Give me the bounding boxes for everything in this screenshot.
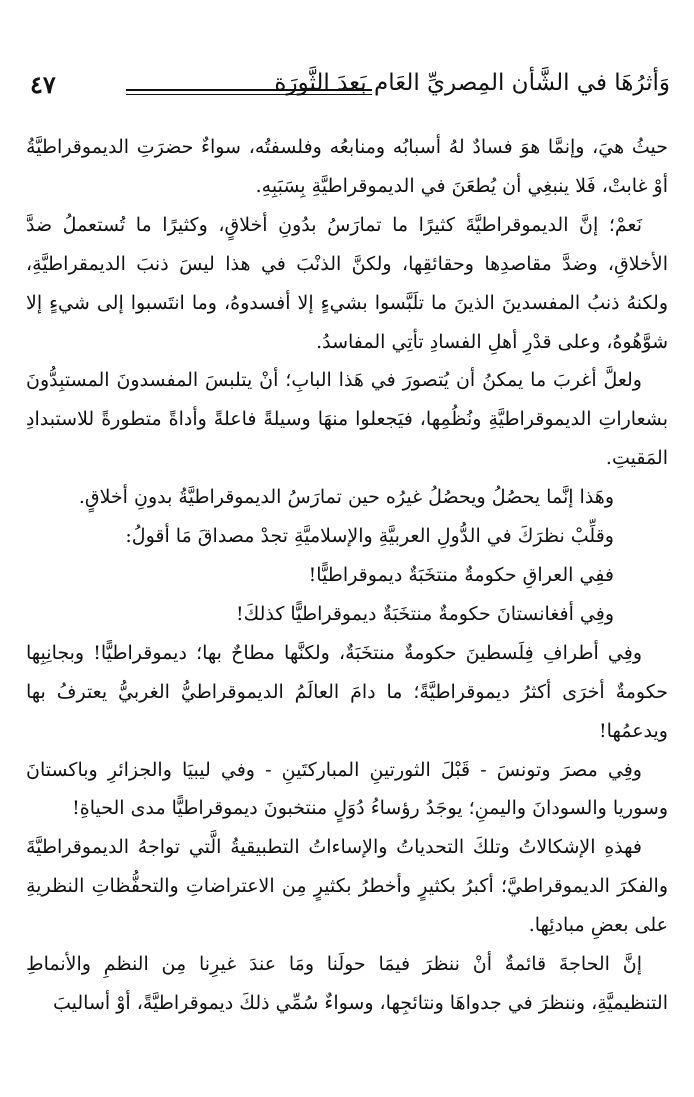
header-rule [126, 89, 372, 95]
paragraph: وفِي مصرَ وتونسَ - قَبْلَ الثورتينِ المباركتَينِ - وفي ليبيَا والجزائرِ وباكستانَ وسوريا والسودانَ واليمنِ؛ يوجَدُ رؤساءُ دُوَلٍ منتخبونَ ديموقراطيًّا مدى الحياةِ! [26, 758, 668, 820]
paragraph: ففِي العراقِ حكومةٌ منتخَبَةٌ ديموقراطيًّا! [308, 563, 614, 586]
paragraph: وهَذا إنَّما يحصُلُ ويحصُلُ غيرُه حين تمارَسُ الديموقراطيَّةُ بدونِ أخلاقٍ. [78, 486, 614, 509]
paragraph: نَعمْ؛ إنَّ الديموقراطيَّةَ كثيرًا ما تمارَسُ بدُونِ أخلاقٍ، وكثيرًا ما تُستعملُ ضدَّ الأخلاقِ، وضدَّ مقاصدِها وحقائقِها، ولكنَّ الذنْبَ في هذا ليسَ ذنبَ الديمقراطيَّةِ، ولكنهُ ذنبُ المفسدينَ الذينَ ما تلَبَّسوا بشيءٍ إلا أفسدوهُ، وما انتَسبوا إلى شيءٍ إلا شوَّهُوهُ، وعلى قدْرِ أهلِ الفسادِ تأتِي المفاسدُ. [26, 213, 668, 353]
paragraph: حيثُ هيَ، وإنمَّا هوَ فسادٌ لهُ أسبابُه ومنابعُه وفلسفتُه، سواءٌ حضرَتِ الديموقراطيَّةُ أوْ غابتْ، فَلا ينبغِي أن يُطعَنَ في الديموقراطيَّةِ بِسَبَبِهِ. [26, 136, 668, 197]
page-body [26, 128, 668, 1023]
paragraph: ولعلَّ أغربَ ما يمكنُ أن يُتصورَ في هَذا البابِ؛ أنْ يتلبسَ المفسدونَ المستبِدُّونَ بشعاراتِ الديموقراطيَّةِ ونُظُمِها، فيَجعلوا منهَا وسيلةً فاعلةً وأداةً متطورةً للاستبدادِ المَقيتِ. [26, 369, 668, 470]
page-header [26, 70, 670, 110]
paragraph: فهذهِ الإشكالاتُ وتلكَ التحدياتُ والإساءاتُ التطبيقيةُ الَّتي تواجهُ الديموقراطيَّةَ والفكرَ الديموقراطيَّ؛ أكبرُ بكثيرٍ وأخطرُ بكثيرٍ مِن الاعتراضاتِ والتحفُّظاتِ النظريةِ على بعضِ مبادئِها. [26, 836, 668, 937]
page-number: ٤٧ [30, 70, 56, 99]
paragraph: وفِي أفغانستانَ حكومةٌ منتخَبَةٌ ديموقراطيًّا كذلكَ! [235, 602, 614, 625]
paragraph: إنَّ الحاجةَ قائمةٌ أنْ ننظرَ فيمَا حولَنا ومَا عندَ غيرِنا مِن النظمِ والأنماطِ التنظيميَّةِ، وننظرَ في جدواهَا ونتائجِها، وسواءٌ سُمِّي ذلكَ ديموقراطيَّةً، أوْ أساليبَ [26, 953, 668, 1014]
paragraph: وفِي أطرافِ فِلَسطينَ حكومةٌ منتخَبَةٌ، ولكنَّها مطاحٌ بها؛ ديموقراطيًّا! وبجانِبِها حكومةٌ أخرَى أكثرُ ديموقراطيَّةً؛ ما دامَ العالَمُ الديموقراطيُّ الغربيُّ يعترفُ بها ويدعمُها! [26, 641, 668, 742]
paragraph: وقلِّبْ نظرَكَ في الدُّولِ العربيَّةِ والإسلاميَّةِ تجدْ مصداقَ مَا أقولُ: [125, 525, 614, 548]
running-title: وَأثرُهَا في الشَّأن المِصريِّ العَام بَعدَ الثَّورَة [274, 70, 670, 96]
